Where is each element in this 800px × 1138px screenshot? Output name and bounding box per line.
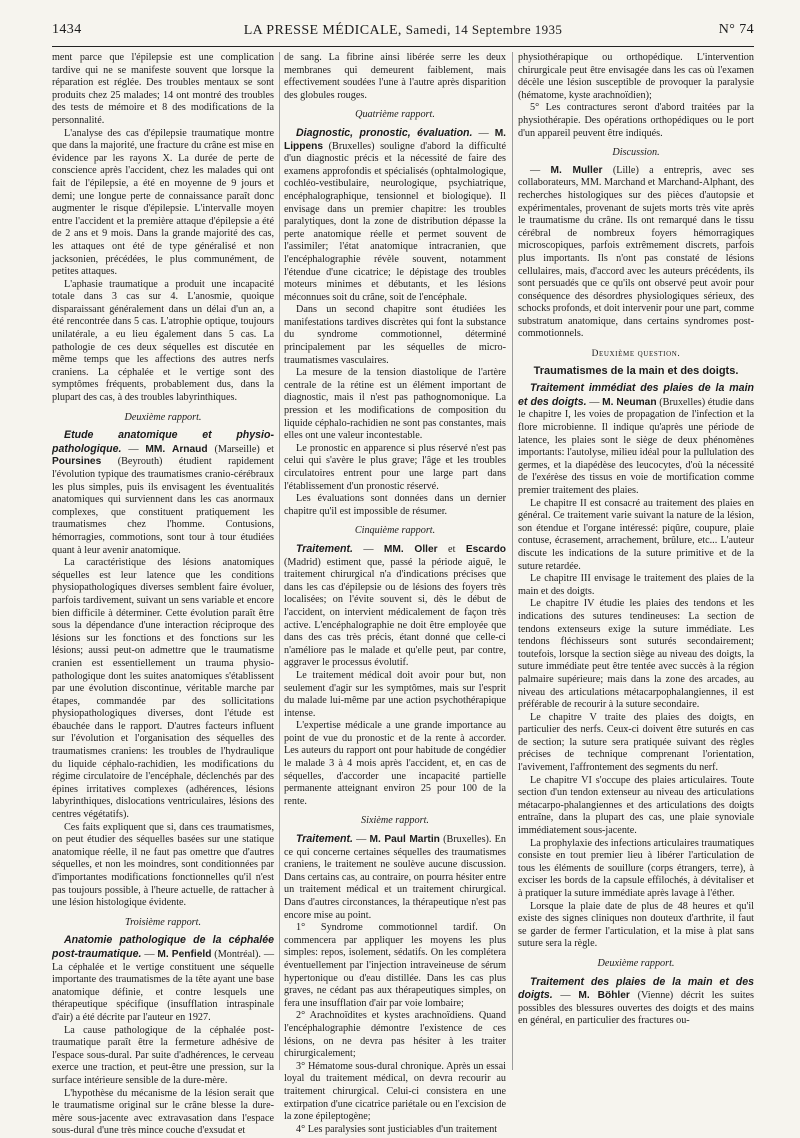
journal-name: LA PRESSE MÉDICALE, <box>243 23 402 38</box>
paragraph: Dans un second chapitre sont étudiées les manifestations tardives discrètes qui font la substance du syndrome commotionnel, déterminé principalement par les séquelles de micro-traumatismes vasculaires. <box>284 304 506 366</box>
issue-date: Samedi, 14 Septembre 1935 <box>405 22 563 37</box>
report-text: (Bruxelles) souligne d'abord la difficulté d'un diagnostic précis et la nécessité de faire des examens approfondis et spécialisés (ophtalmologique, cochléo-vestibulaire, neurologique, psychiatrique, encéphalographique, tensionnel et biologique). Il envisage dans un premier chapitre: les troubles paralytiques, dont la zone de distribution dépasse la perte anatomique réelle et permet souvent de l'assimiler; l'état anatomique intracranien, que l'encéphalographie révèle souvent, notamment l'étendue d'une cicatrice; le dépistage des troubles moteurs minimes et débutants, et les lésions méconnues soit du crâne, soit de l'encéphale. <box>284 140 506 303</box>
paragraph: Le chapitre V traite des plaies des doigts, en particulier des nerfs. Ceux-ci doivent être suturés en cas de section; la suture sera pratiquée suivant des règles précises de technique comprenant l'orientation, l'avivement, l'affrontement des segments du nerf. <box>518 711 754 774</box>
header-rule <box>52 46 754 47</box>
author-name: MM. Oller <box>383 543 438 555</box>
report-text: (Montréal). — La céphalée et le vertige constituent une séquelle importante des traumatismes de la tête ayant une base anatomique définie, et contre lesquels une thérapeutique spécifique (insufflation intraspinale d'air) a été décrite par l'auteur en 1927. <box>52 948 275 1023</box>
paragraph: de sang. La fibrine ainsi libérée serre les deux membranes qui demeurent faiblement, mais effectivement soudées l'une à l'autre après disparition des globules rouges. <box>284 52 506 101</box>
discussion-text: (Lille) a entrepris, avec ses collaborateurs, MM. Marchand et Marchand-Alphant, des recherches histologiques sur des pièces d'autopsie et expérimentales, provenant de sujets morts très vite après le traumatisme du crâne. Ils ont remarqué dans le tissu cérébral de nombreux foyers hémorragiques microscopiques, parfois extrêmement discrets, parfois plus importants. Ils n'ont pas constaté de lésions cellulaires, mais, d'accord avec les auteurs précédents, ils sont persuadés que ce qu'ils ont observé peut avoir pour conséquence des désordres physiologiques sérieux, des schocks profonds, et doit intervenir pour une part, comme substratum anatomique, dans certains syndromes post-commotionnels. <box>518 164 755 340</box>
column-divider <box>279 52 280 1070</box>
section-label: Deuxième question. <box>591 349 681 360</box>
column-3 <box>518 52 754 1070</box>
paragraph: L'analyse des cas d'épilepsie traumatique montre que dans la majorité, une fracture du crâne est mise en évidence par les rayons X. La durée de perte de conscience après l'accident, chez les malades qui ont fait de l'épilepsie, a été en moyenne de 9 jours et demi; une longue perte de connaissance paraît donc augmenter le risque d'épilepsie. L'intervalle moyen entre l'accident et la première attaque d'épilepsie a été de 2 ans et 9 mois. Dans la grande majorité des cas, les attaques ont été de type généralisé et non jacksonien, précédées, le plus communément, de petites attaques. <box>52 127 274 278</box>
report-paragraph: Diagnostic, pronostic, évaluation. — M. Lippens (Bruxelles) souligne d'abord la difficulté d'un diagnostic précis et la nécessité de faire des examens approfondis et spécialisés (ophtalmologique, cochléo-vestibulaire, neurologique, psychiatrique, encéphalographique, tensionnel et biologique). Il envisage dans un premier chapitre: les troubles paralytiques, dont la zone de distribution dépasse la perte anatomique réelle et permet souvent de l'assimiler; l'état anatomique intracranien, que l'encéphalographie révèle souvent, notamment l'étendue d'une cicatrice; le dépistage des troubles moteurs minimes et débutants, et les lésions méconnues soit du crâne, soit de l'encéphale. <box>284 126 507 303</box>
report-paragraph: Traitement. — MM. Oller et Escardo (Madrid) estiment que, passé la période aiguë, le traitement chirurgical n'a d'indications précises que dans les cas d'épilepsie ou de lésions des foyers très localisées; on l'évite souvent si, dès le début de l'accident, on intervient médicalement de façon très active. L'encéphalographie ne doit être employée que dans des cas très précis, étant donné que celle-ci n'améliore pas le malade et qu'elle peut, par contre, aggraver le processus évolutif. <box>284 542 507 669</box>
paragraph: La cause pathologique de la céphalée post-traumatique paraît être la fermeture adhésive de l'espace sous-dural. Par suite d'adhérences, le cerveau exerce une traction, et peut-être une pression, sur la surface intérieure sensible de la dure-mère. <box>52 1024 274 1086</box>
report-title: Traitement. <box>296 833 353 846</box>
report-title: Traitement immédiat des plaies de la main et des doigts. <box>518 382 754 408</box>
author-name: Escardo <box>465 543 507 555</box>
author-name: M. Neuman <box>602 396 657 408</box>
report-text: (Vienne) décrit les suites possibles des blessures ouvertes des doigts et des mains en général, en particulier des fractures ou- <box>518 990 755 1027</box>
paragraph: Les évaluations sont données dans un dernier chapitre qu'il est impossible de résumer. <box>284 493 506 517</box>
section-label: Sixième rapport. <box>361 815 429 827</box>
author-name: M. Lippens <box>284 127 507 152</box>
paragraph: La prophylaxie des infections articulaires traumatiques consiste en tout premier lieu à libérer l'articulation de tous les éléments de souillure (corps étrangers, terre), à exciser les bords de la capsule effilochés, à dévitaliser et à pratiquer la suture immédiate après lavage à l'éther. <box>518 837 754 899</box>
paragraph: ment parce que l'épilepsie est une complication tardive qui ne se manifeste souvent que lorsque la réparation est réglée. Des troubles mentaux se sont produits chez 25 malades; 14 ont montré des troubles des tests de mémoire et 8 des modifications de la personnalité. <box>52 52 274 126</box>
section-label: Cinquième rapport. <box>354 525 436 537</box>
report-title: Traitement des plaies de la main et des doigts. <box>518 975 754 1002</box>
paragraph: L'expertise médicale a une grande importance au point de vue du pronostic et de la rente à accorder. Les auteurs du rapport ont pour habitude de congédier le malade 3 à 4 mois après l'accident, et, en cas de séquelles, d'accorder une incapacité partielle permanente atteignant environ 25 pour 100 de la rente. <box>284 720 506 807</box>
column-divider <box>512 52 513 1070</box>
paragraph: Le traitement médical doit avoir pour but, non seulement d'agir sur les symptômes, mais sur l'esprit du malade lui-même par une action psychothérapique intense. <box>284 669 506 719</box>
column-2 <box>284 52 507 1135</box>
paragraph: 4° Les paralysies sont justiciables d'un traitement <box>296 1123 498 1135</box>
paragraph: 1° Syndrome commotionnel tardif. On commencera par appliquer les moyens les plus simples: repos, isolement, sédatifs. On les complétera éventuellement par l'injection intraveineuse de sérum hypertonique ou d'eau distillée. Dans les cas plus graves, ne cédant pas aux thérapeutiques simples, on fera une insufflation d'air par voie lombaire; <box>284 922 506 1009</box>
discussion-paragraph: — M. Muller (Lille) a entrepris, avec ses collaborateurs, MM. Marchand et Marchand-Alphant, des recherches histologiques sur des pièces d'autopsie et expérimentales, provenant de sujets morts très vite après le traumatisme du crâne. Ils ont remarqué dans le tissu cérébral de nombreux foyers hémorragiques microscopiques, parfois extrêmement discrets, parfois plus importants. Ils n'ont pas constaté de lésions cellulaires, mais, d'accord avec les auteurs précédents, ils sont persuadés que ce qu'ils ont observé peut avoir pour conséquence des désordres physiologiques sérieux, des schocks profonds, et doit intervenir pour une part, comme substratum anatomique, dans certains syndromes post-commotionnels. <box>518 164 755 340</box>
author-name: Poursines <box>52 456 102 468</box>
report-text: (Madrid) estiment que, passé la période aiguë, le traitement chirurgical n'a d'indications précises que dans les cas d'épilepsie ou de lésions des foyers très localisées; on l'évite souvent si, dès le début de l'accident, on intervient médicalement de façon très active. L'encéphalographie ne doit être employée que dans des cas très précis, étant donné que celle-ci n'améliore pas le malade et qu'elle peut, par contre, aggraver le processus évolutif. <box>284 556 506 669</box>
report-title: Diagnostic, pronostic, évaluation. <box>296 126 473 139</box>
author-name: M. Paul Martin <box>369 834 440 846</box>
paragraph: 2° Arachnoïdites et kystes arachnoïdiens. Quand l'encéphalographie démontre l'existence de ces lésions, on ne devra pas hésiter à les traiter chirurgicalement; <box>284 1010 506 1060</box>
paragraph: Le chapitre II est consacré au traitement des plaies en général. Ce traitement varie suivant la nature de la lésion, son étendue et l'organe intéressé: piqûre, coupure, plaie contuse, écrasement, arrachement, brûlure, etc... L'auteur discute les indications de la suture primitive et de la suture retardée. <box>518 497 754 572</box>
paragraph: Le pronostic en apparence si plus réservé n'est pas celui qui s'avère le plus grave; l'âge et les troubles circulatoires entrent pour une large part dans l'établissement d'un pronostic réservé. <box>284 442 506 492</box>
report-paragraph: Traitement des plaies de la main et des doigts. — M. Böhler (Vienne) décrit les suites possibles des blessures ouvertes des doigts et des mains en général, en particulier des fractures ou- <box>518 975 755 1027</box>
author-affiliation: (Marseille) et <box>214 443 274 455</box>
paragraph: Ces faits expliquent que si, dans ces traumatismes, on peut étudier des séquelles basées sur une statique anatomique réelle, il ne faut pas omettre que d'autres séquelles, et non les moindres, sont conditionnées par d'importantes modifications fonctionnelles qu'il n'est pas toujours possible, à l'heure actuelle, de rattacher à une lésion histologique évidente. <box>52 821 274 909</box>
paragraph: L'hypothèse du mécanisme de la lésion serait que le traumatisme original sur le crâne blesse la dure-mère sous-jacente avec extravasation dans l'espace sous-dural d'une très mince couche d'exsudat et <box>52 1087 274 1137</box>
report-paragraph: Etude anatomique et physio-pathologique. — MM. Arnaud (Marseille) et Poursines (Beyrouth) étudient rapidement l'évolution typique des traumatismes cranio-cérébraux les plus simples, puis ils envisagent les éventualités anatomiques qui surviennent dans les cas anormaux complexes, que constituent pratiquement les traumatismes chez l'homme. Contusions, hémorragies, commotions, sont tour à tour étudiées quant à leur avenir anatomique. <box>52 429 275 556</box>
paragraph: Le chapitre III envisage le traitement des plaies de la main et des doigts. <box>518 573 754 597</box>
section-label: Troisième rapport. <box>124 916 202 928</box>
paragraph: 3° Hématome sous-dural chronique. Après un essai loyal du traitement médical, on devra recourir au traitement chirurgical. Celui-ci consistera en une extirpation d'une cicatrice pariétale ou en l'excision de la zone épileptogène; <box>284 1060 506 1123</box>
report-text: (Bruxelles). En ce qui concerne certaines séquelles des traumatismes craniens, le traitement ne soulève aucune discussion. Dans certains cas, au contraire, on pourra hésiter entre un traitement médical et un traitement chirurgical. Dans d'autres circonstances, la thérapeutique n'est pas encore mise au point. <box>284 834 506 921</box>
author-name: M. Böhler <box>578 990 630 1002</box>
journal-title-line <box>52 22 754 39</box>
report-title: Anatomie pathologique de la céphalée post-traumatique. <box>52 934 274 960</box>
report-paragraph: Traitement immédiat des plaies de la main et des doigts. — M. Neuman (Bruxelles) étudie dans le chapitre I, les voies de propagation de l'infection et la flore microbienne. Il indique qu'après une période de latence, les plaies sont le siège de deux phénomènes importants: l'autolyse, milieu idéal pour la pullulation des germes, et la diapédèse des leucocytes, d'où la nécessité de l'exérèse des tissus en voie de mortification comme premier traitement des plaies. <box>518 382 755 496</box>
paragraph: Le chapitre VI s'occupe des plaies articulaires. Toute section d'un tendon extenseur au niveau des articulations métacarpo-phalangiennes et des articulations des doigts entraîne, dans la plupart des cas, une plaie synoviale immédiatement sous-jacente. <box>518 774 754 837</box>
page-number: 1434 <box>52 22 82 37</box>
report-paragraph: Traitement. — M. Paul Martin (Bruxelles). En ce qui concerne certaines séquelles des traumatismes craniens, le traitement ne soulève aucune discussion. Dans certains cas, au contraire, on pourra hésiter entre un traitement médical et un traitement chirurgical. Dans d'autres circonstances, la thérapeutique n'est pas encore mise au point. <box>284 833 506 921</box>
section-label: Deuxième rapport. <box>124 411 202 423</box>
section-label: Discussion. <box>612 147 660 159</box>
column-1 <box>52 52 275 1137</box>
author-conjunction: et <box>448 543 456 555</box>
report-text: (Beyrouth) étudient rapidement l'évolution typique des traumatismes cranio-cérébraux les plus simples, puis ils envisagent les éventualités anatomiques qui surviennent dans les cas anormaux complexes, que constituent pratiquement les traumatismes chez l'homme. Contusions, hémorragies, commotions, sont tour à tour étudiées quant à leur avenir anatomique. <box>52 456 275 556</box>
report-title: Traitement. <box>296 542 353 555</box>
paragraph: L'aphasie traumatique a produit une incapacité totale dans 3 cas sur 4. L'anosmie, quoique disparaissant généralement dans un délai d'un an, a été rencontrée dans 5 cas. L'atrophie optique, toujours unilatérale, a eu lieu également dans 5 cas. La pathologie de ces deux séquelles est discutée en même temps que les affections des autres nerfs craniens. La céphalée et le vertige sont des symptômes fréquents, probablement dus, dans la plupart des cas, à des troubles labyrinthiques. <box>52 278 274 404</box>
report-text: (Bruxelles) étudie dans le chapitre I, les voies de propagation de l'infection et la flore microbienne. Il indique qu'après une période de latence, les plaies sont le siège de deux phénomènes importants: l'autolyse, milieu idéal pour la pullulation des germes, et la diapédèse des leucocytes, d'où la nécessité de l'exérèse des tissus en voie de mortification comme premier traitement des plaies. <box>518 396 755 496</box>
author-name: M. Muller <box>550 164 603 176</box>
paragraph: La caractéristique des lésions anatomiques séquelles est leur latence que les conditions physiopathologiques diverses semblent faire évoluer, parfois tardivement, suivant un sens variable et encore bien difficile à déterminer. Cette évolution paraît être sous la dépendance d'une interaction réciproque des lésions sur les fonctions et des fonctions sur les lésions; aussi peut-on admettre que le traumatisme cranien est essentiellement un trauma physio-pathologique dont les suites anatomiques s'établissent par une évolution discontinue, véritable marche par étapes, commandée par des sollicitations physiopathologiques diverses, dont l'étude est ébauchée dans le rapport. D'autres facteurs influent sur l'évolution et l'organisation des séquelles des traumatismes craniens: les troubles de l'hydraulique du liquide céphalo-rachidien, les modifications du régime circulatoire de l'encéphale, déclenchés par des épines irritatives complexes (adhérences, lésions labyrinthiques, dislocations ventriculaires, lésions des centres végétatifs). <box>52 557 274 821</box>
section-label: Quatrième rapport. <box>355 109 435 121</box>
paragraph: La mesure de la tension diastolique de l'artère centrale de la rétine est un élément important de diagnostic, mais il n'est pas pathognomonique. La pression et les modifications de composition du liquide céphalo-rachidien ne sont pas constantes, mais elles ont une valeur incontestable. <box>284 367 506 442</box>
question-heading: Traumatismes de la main et des doigts. <box>533 364 739 377</box>
author-name: M. Penfield <box>157 948 212 960</box>
report-paragraph: Anatomie pathologique de la céphalée post-traumatique. — M. Penfield (Montréal). — La céphalée et le vertige constituent une séquelle importante des traumatismes de la tête ayant une base anatomique définie, et contre lesquels une thérapeutique spécifique (insufflation intraspinale d'air) a été décrite par l'auteur en 1927. <box>52 934 275 1023</box>
running-header <box>52 22 754 42</box>
section-label: Deuxième rapport. <box>597 957 675 969</box>
paragraph: physiothérapique ou orthopédique. L'intervention chirurgicale peut être envisagée dans les cas où l'examen décèle une lésion susceptible de provoquer la paralysie (hématome, kyste arachnoïdien); <box>518 52 754 101</box>
paragraph: 5° Les contractures seront d'abord traitées par la physiothérapie. Des opérations orthopédiques ou le port d'un appareil peuvent être indiqués. <box>518 102 754 139</box>
report-title: Etude anatomique et physio-pathologique. <box>52 429 274 455</box>
paragraph: Le chapitre IV étudie les plaies des tendons et les indications des sutures tendineuses: La section de tendons extenseurs exige la suture immédiate. Les tendons fléchisseurs sont suturés secondairement; toutefois, lorsque la section siège au niveau des doigts, la suture immédiate peut être tentée avec succès à la région palmaire supérieure; mais dans la zone des arcades, au niveau des articulations métacarpophalangiennes, il est préférable de recourir à la suture secondaire. <box>518 598 754 711</box>
issue-number: N° 74 <box>718 22 754 37</box>
author-name: MM. Arnaud <box>145 443 208 455</box>
paragraph: Lorsque la plaie date de plus de 48 heures et qu'il existe des signes cliniques non douteux d'arthrite, il faut se garder de fermer l'articulation, et la mise à plat sans suture sera la règle. <box>518 900 754 950</box>
